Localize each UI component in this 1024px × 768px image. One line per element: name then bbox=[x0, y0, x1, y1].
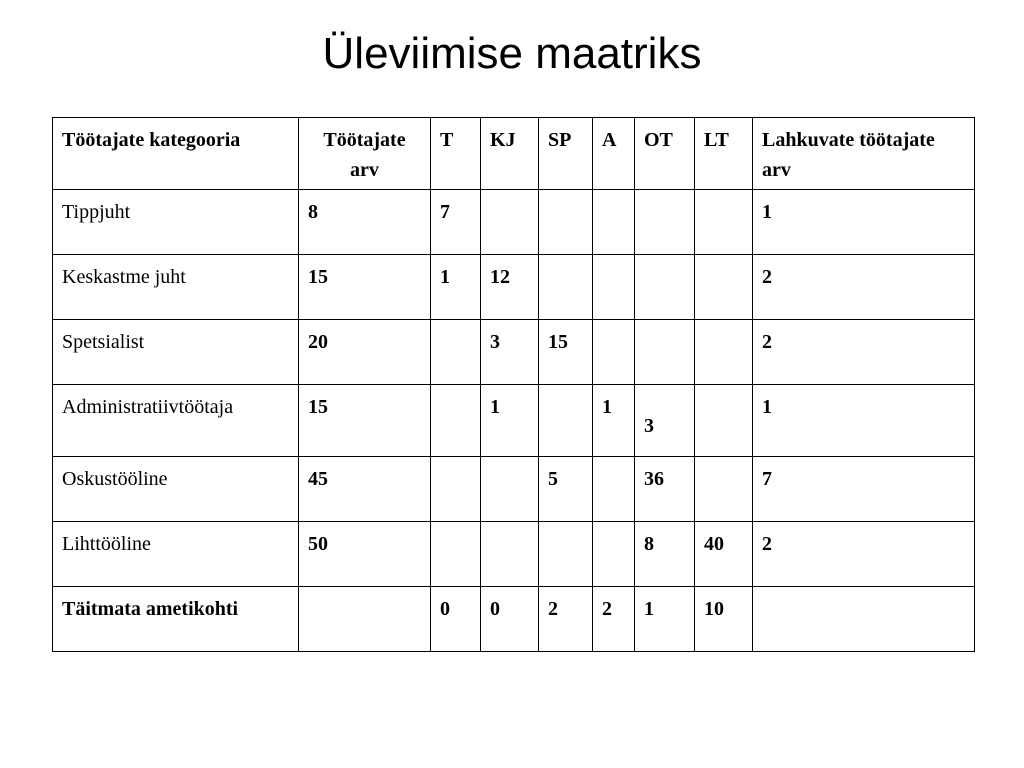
cell-leaving-count: 2 bbox=[753, 320, 975, 385]
table-row bbox=[53, 522, 975, 587]
cell-sp: 15 bbox=[539, 320, 593, 385]
cell-lt bbox=[695, 190, 753, 255]
total-row bbox=[53, 587, 975, 652]
cell-t bbox=[431, 457, 481, 522]
table-row bbox=[53, 385, 975, 457]
cell-a bbox=[593, 320, 635, 385]
cell-ot bbox=[635, 385, 695, 457]
cell-employee-count: 20 bbox=[299, 320, 431, 385]
table-row bbox=[53, 320, 975, 385]
cell-lt: 10 bbox=[695, 587, 753, 652]
table-row bbox=[53, 255, 975, 320]
cell-leaving-count: 7 bbox=[753, 457, 975, 522]
cell-lt bbox=[695, 457, 753, 522]
cell-sp bbox=[539, 190, 593, 255]
cell-a: 2 bbox=[593, 587, 635, 652]
cell-a bbox=[593, 190, 635, 255]
cell-t: 7 bbox=[431, 190, 481, 255]
cell-category: Keskastme juht bbox=[53, 255, 299, 320]
header-t: T bbox=[431, 118, 481, 190]
cell-leaving-count bbox=[753, 587, 975, 652]
cell-leaving-count: 1 bbox=[753, 190, 975, 255]
cell-category: Oskustööline bbox=[53, 457, 299, 522]
header-row bbox=[53, 118, 975, 190]
slide-title: Üleviimise maatriks bbox=[322, 29, 702, 78]
cell-employee-count: 8 bbox=[299, 190, 431, 255]
cell-sp bbox=[539, 385, 593, 457]
cell-a: 1 bbox=[593, 385, 635, 457]
header-lt: LT bbox=[695, 118, 753, 190]
cell-employee-count bbox=[299, 587, 431, 652]
cell-employee-count: 15 bbox=[299, 255, 431, 320]
header-leaving-count: Lahkuvate töötajate arv bbox=[753, 118, 975, 190]
cell-leaving-count: 1 bbox=[753, 385, 975, 457]
cell-kj: 3 bbox=[481, 320, 539, 385]
cell-leaving-count: 2 bbox=[753, 522, 975, 587]
cell-ot: 36 bbox=[635, 457, 695, 522]
cell-employee-count: 15 bbox=[299, 385, 431, 457]
cell-lt bbox=[695, 385, 753, 457]
cell-leaving-count: 2 bbox=[753, 255, 975, 320]
cell-category: Lihttööline bbox=[53, 522, 299, 587]
cell-kj bbox=[481, 457, 539, 522]
cell-employee-count: 50 bbox=[299, 522, 431, 587]
cell-lt bbox=[695, 255, 753, 320]
cell-t: 1 bbox=[431, 255, 481, 320]
header-employee-count: Töötajate arv bbox=[299, 118, 431, 190]
cell-sp: 2 bbox=[539, 587, 593, 652]
cell-t bbox=[431, 320, 481, 385]
cell-lt bbox=[695, 320, 753, 385]
header-sp: SP bbox=[539, 118, 593, 190]
cell-sp bbox=[539, 255, 593, 320]
cell-kj: 1 bbox=[481, 385, 539, 457]
cell-ot-value: 3 bbox=[644, 415, 654, 437]
cell-t bbox=[431, 385, 481, 457]
cell-t: 0 bbox=[431, 587, 481, 652]
cell-ot bbox=[635, 255, 695, 320]
cell-category: Spetsialist bbox=[53, 320, 299, 385]
table-row bbox=[53, 190, 975, 255]
cell-a bbox=[593, 255, 635, 320]
table-row bbox=[53, 457, 975, 522]
cell-kj: 12 bbox=[481, 255, 539, 320]
cell-ot bbox=[635, 320, 695, 385]
header-kj: KJ bbox=[481, 118, 539, 190]
transfer-matrix-table bbox=[52, 117, 975, 652]
cell-category: Täitmata ametikohti bbox=[53, 587, 299, 652]
header-ot: OT bbox=[635, 118, 695, 190]
cell-a bbox=[593, 522, 635, 587]
cell-a bbox=[593, 457, 635, 522]
cell-ot: 8 bbox=[635, 522, 695, 587]
cell-category: Administratiivtöötaja bbox=[53, 385, 299, 457]
cell-kj: 0 bbox=[481, 587, 539, 652]
cell-ot: 1 bbox=[635, 587, 695, 652]
cell-sp bbox=[539, 522, 593, 587]
header-category: Töötajate kategooria bbox=[53, 118, 299, 190]
header-a: A bbox=[593, 118, 635, 190]
cell-lt: 40 bbox=[695, 522, 753, 587]
cell-category: Tippjuht bbox=[53, 190, 299, 255]
cell-t bbox=[431, 522, 481, 587]
cell-kj bbox=[481, 190, 539, 255]
cell-sp: 5 bbox=[539, 457, 593, 522]
cell-ot bbox=[635, 190, 695, 255]
cell-kj bbox=[481, 522, 539, 587]
cell-employee-count: 45 bbox=[299, 457, 431, 522]
